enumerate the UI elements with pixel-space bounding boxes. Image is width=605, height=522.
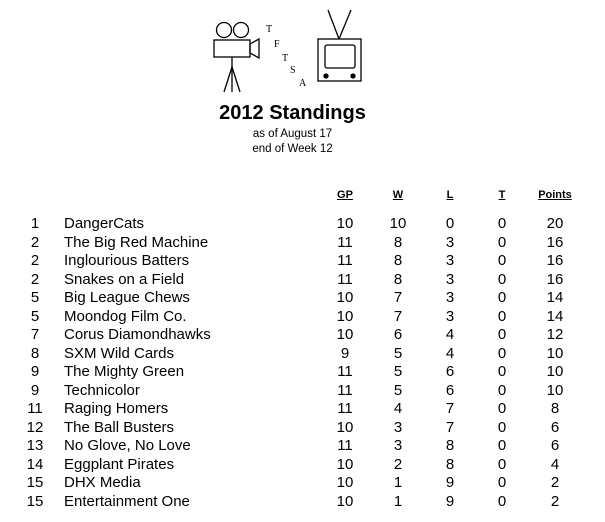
losses-cell: 4 [445, 326, 455, 343]
gp-cell: 10 [336, 418, 354, 436]
wins-cell: 2 [393, 455, 403, 473]
losses-cell: 6 [445, 381, 455, 399]
table-row [0, 400, 605, 419]
wins-cell: 4 [393, 400, 403, 417]
gp-cell: 9 [340, 344, 350, 362]
team-cell: DangerCats [64, 215, 145, 232]
ties-cell: 0 [497, 400, 507, 417]
losses-cell: 9 [445, 492, 455, 510]
standings-table [0, 215, 605, 511]
gp-cell: 11 [337, 363, 353, 380]
rank-cell: 14 [26, 455, 44, 473]
losses-cell: 7 [445, 400, 455, 417]
page-title: 2012 Standings [219, 102, 366, 124]
points-cell: 12 [546, 326, 564, 343]
team-cell: Snakes on a Field [64, 270, 185, 288]
team-cell: The Big Red Machine [64, 233, 209, 251]
rank-cell: 11 [27, 400, 43, 417]
gp-cell: 10 [336, 289, 354, 306]
losses-cell: 6 [445, 363, 455, 380]
ties-cell: 0 [497, 215, 507, 232]
header-losses: L [446, 189, 454, 201]
rank-cell: 15 [26, 492, 44, 510]
gp-cell: 10 [336, 326, 354, 343]
ties-cell: 0 [497, 307, 507, 325]
table-row [0, 326, 605, 345]
losses-cell: 8 [445, 455, 455, 473]
header-wins: W [392, 189, 404, 201]
ties-cell: 0 [497, 381, 507, 399]
ties-cell: 0 [497, 418, 507, 436]
table-row [0, 419, 605, 438]
points-cell: 6 [550, 437, 560, 454]
rank-cell: 5 [30, 307, 40, 325]
table-row [0, 215, 605, 234]
ties-cell: 0 [497, 289, 507, 306]
losses-cell: 3 [445, 307, 455, 325]
team-cell: Moondog Film Co. [64, 307, 187, 325]
losses-cell: 3 [445, 233, 455, 251]
team-cell: DHX Media [64, 474, 141, 491]
ties-cell: 0 [497, 492, 507, 510]
league-logo [208, 8, 378, 93]
wins-cell: 7 [393, 307, 403, 325]
points-cell: 16 [546, 252, 564, 269]
table-row [0, 308, 605, 327]
team-cell: Raging Homers [64, 400, 169, 417]
table-row [0, 437, 605, 456]
logo-letter: S [290, 65, 296, 76]
gp-cell: 11 [337, 381, 353, 399]
rank-cell: 15 [26, 474, 44, 491]
points-cell: 10 [546, 344, 564, 362]
wins-cell: 1 [393, 492, 403, 510]
team-cell: Entertainment One [64, 492, 190, 510]
logo-letter: A [299, 78, 307, 89]
ties-cell: 0 [497, 270, 507, 288]
points-cell: 4 [550, 455, 560, 473]
ties-cell: 0 [497, 252, 507, 269]
rank-cell: 12 [26, 418, 44, 436]
team-cell: Inglourious Batters [64, 252, 190, 269]
team-cell: Big League Chews [64, 289, 190, 306]
wins-cell: 3 [393, 418, 403, 436]
points-cell: 14 [546, 289, 564, 306]
points-cell: 10 [546, 381, 564, 399]
points-cell: 2 [550, 492, 560, 510]
team-cell: Technicolor [64, 381, 140, 399]
gp-cell: 11 [337, 270, 353, 288]
team-cell: The Mighty Green [64, 363, 185, 380]
points-cell: 16 [546, 233, 564, 251]
wins-cell: 8 [393, 270, 403, 288]
table-row [0, 234, 605, 253]
table-row [0, 271, 605, 290]
rank-cell: 9 [30, 363, 40, 380]
ties-cell: 0 [497, 233, 507, 251]
points-cell: 16 [546, 270, 564, 288]
losses-cell: 0 [445, 215, 455, 232]
film-camera-icon [214, 23, 259, 93]
team-cell: The Ball Busters [64, 418, 175, 436]
gp-cell: 10 [336, 492, 354, 510]
rank-cell: 8 [30, 344, 40, 362]
losses-cell: 3 [445, 289, 455, 306]
gp-cell: 11 [337, 233, 353, 251]
team-cell: Corus Diamondhawks [64, 326, 211, 343]
gp-cell: 10 [336, 215, 354, 232]
points-cell: 10 [546, 363, 564, 380]
gp-cell: 11 [337, 252, 353, 269]
table-row [0, 456, 605, 475]
gp-cell: 10 [336, 474, 354, 491]
losses-cell: 8 [445, 437, 455, 454]
ties-cell: 0 [497, 455, 507, 473]
table-row [0, 289, 605, 308]
wins-cell: 5 [393, 381, 403, 399]
logo-letter: F [274, 39, 280, 50]
television-icon [318, 10, 361, 81]
week-subtitle: end of Week 12 [252, 143, 333, 155]
rank-cell: 13 [26, 437, 44, 454]
wins-cell: 1 [393, 474, 403, 491]
table-row [0, 363, 605, 382]
wins-cell: 5 [393, 344, 403, 362]
rank-cell: 2 [30, 233, 40, 251]
points-cell: 8 [550, 400, 560, 417]
table-row [0, 252, 605, 271]
table-row [0, 493, 605, 512]
table-row [0, 382, 605, 401]
points-cell: 14 [546, 307, 564, 325]
header-ties: T [498, 189, 506, 201]
losses-cell: 3 [445, 252, 455, 269]
rank-cell: 2 [30, 252, 40, 269]
header-gp: GP [337, 189, 353, 201]
losses-cell: 4 [445, 344, 455, 362]
ties-cell: 0 [497, 344, 507, 362]
logo-letter: T [282, 53, 289, 64]
rank-cell: 1 [30, 215, 40, 232]
team-cell: No Glove, No Love [64, 437, 191, 454]
team-cell: Eggplant Pirates [64, 455, 175, 473]
wins-cell: 6 [393, 326, 403, 343]
rank-cell: 2 [30, 270, 40, 288]
logo-letters [266, 24, 307, 89]
wins-cell: 8 [393, 233, 403, 251]
table-row [0, 474, 605, 493]
gp-cell: 11 [337, 400, 353, 417]
wins-cell: 5 [393, 363, 403, 380]
gp-cell: 11 [337, 437, 353, 454]
ties-cell: 0 [497, 326, 507, 343]
points-cell: 6 [550, 418, 560, 436]
logo-letter: T [266, 24, 273, 35]
date-subtitle: as of August 17 [252, 128, 333, 140]
rank-cell: 7 [30, 326, 40, 343]
losses-cell: 9 [445, 474, 455, 491]
rank-cell: 5 [30, 289, 40, 306]
losses-cell: 3 [445, 270, 455, 288]
table-row [0, 345, 605, 364]
team-cell: SXM Wild Cards [64, 344, 175, 362]
ties-cell: 0 [497, 437, 507, 454]
points-cell: 20 [546, 215, 564, 232]
wins-cell: 10 [389, 215, 407, 232]
wins-cell: 7 [393, 289, 403, 306]
ties-cell: 0 [497, 474, 507, 491]
wins-cell: 8 [393, 252, 403, 269]
header-points: Points [538, 189, 572, 201]
rank-cell: 9 [30, 381, 40, 399]
losses-cell: 7 [445, 418, 455, 436]
gp-cell: 10 [336, 455, 354, 473]
wins-cell: 3 [393, 437, 403, 454]
ties-cell: 0 [497, 363, 507, 380]
gp-cell: 10 [336, 307, 354, 325]
points-cell: 2 [550, 474, 560, 491]
